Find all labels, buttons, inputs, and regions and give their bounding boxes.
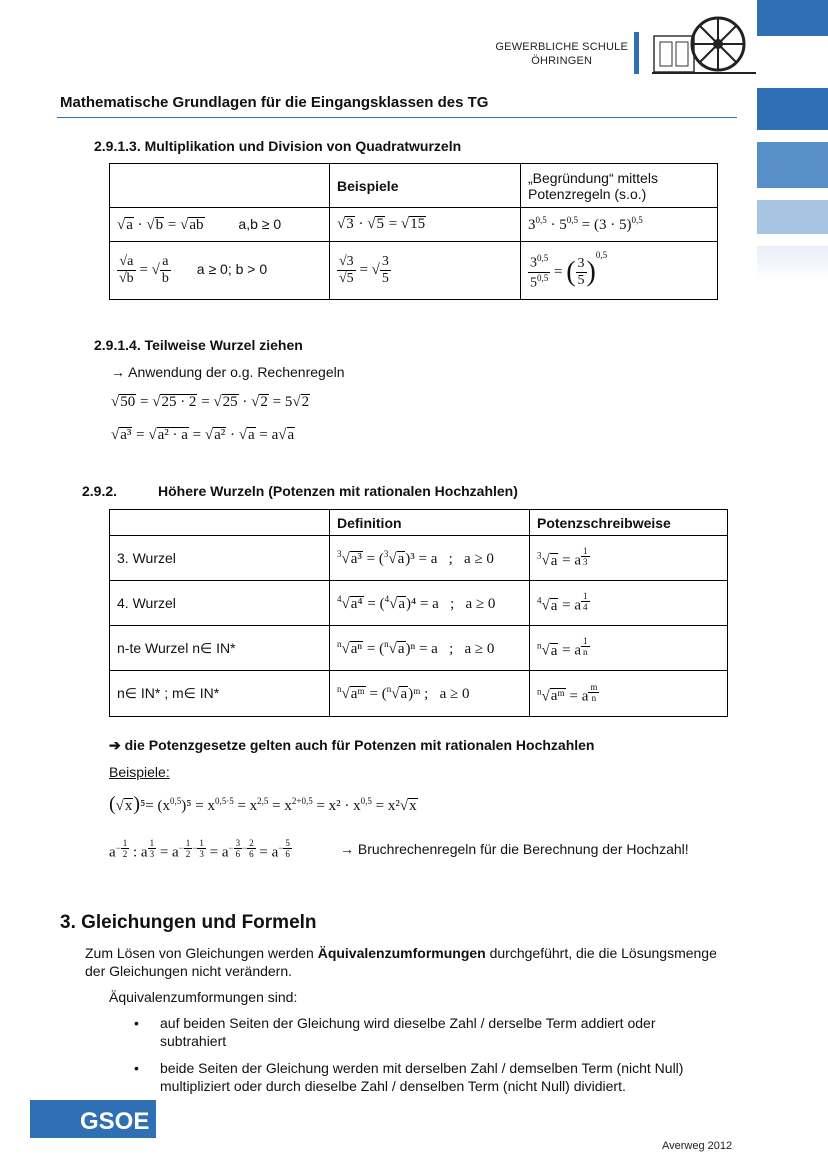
table2-header-empty: [110, 510, 330, 536]
conclusion-text: ➔ die Potenzgesetze gelten auch für Potenzen mit rationalen Hochzahlen: [109, 737, 595, 753]
table-sqrt-rules: [109, 163, 718, 300]
decor-band-1: [757, 0, 828, 36]
rule-multiplication: √a · √b = √ab a,b ≥ 0: [110, 208, 330, 242]
table-header-begruendung: „Begründung“ mittels Potenzregeln (s.o.): [521, 164, 718, 208]
beispiele-label: Beispiele:: [109, 764, 170, 780]
school-logo-icon: [652, 14, 756, 76]
decor-band-4: [757, 200, 828, 234]
def-fourth-root: $^4$√a⁴ = ($^4$√a)⁴ = a ; a ≥ 0: [330, 581, 530, 626]
row-third-root: 3. Wurzel: [110, 536, 330, 581]
row-mn-root: n∈ IN* ; m∈ IN*: [110, 671, 330, 717]
note-bruchrechen: → Bruchrechenregeln für die Berechnung der Hochzahl!: [340, 841, 689, 857]
table2-header-definition: Definition: [330, 510, 530, 536]
pot-mn-root: $^n$√aᵐ = a $^{\frac{m}{n}}$: [530, 671, 728, 717]
table2-header-potenz: Potenzschreibweise: [530, 510, 728, 536]
formula-sqrt50: √50 = √25 · 2 = √25 · √2 = 5√2: [111, 394, 310, 410]
bullet-dot: •: [134, 1015, 139, 1031]
heading-2913: 2.9.1.3. Multiplikation und Division von Quadratwurzeln: [94, 138, 462, 154]
section3-subtitle: Äquivalenzumformungen sind:: [109, 989, 298, 1005]
bullet-item-2: beide Seiten der Gleichung werden mit derselben Zahl / demselben Term (nicht Null) multipliziert oder durch dieselbe Zahl / denselben Term (nicht Null) dividiert.: [160, 1060, 684, 1094]
gsoe-logo: [30, 1100, 156, 1138]
intro-text: → Anwendung der o.g. Rechenregeln: [111, 364, 345, 380]
row-nth-root: n-te Wurzel n∈ IN*: [110, 626, 330, 671]
table-higher-roots: [109, 509, 728, 717]
decor-band-2: [757, 88, 828, 130]
heading-292: Höhere Wurzeln (Potenzen mit rationalen Hochzahlen): [158, 483, 518, 499]
title-underline: [57, 117, 737, 118]
pot-fourth-root: $^4$√a = a $^{\frac{1}{4}}$: [530, 581, 728, 626]
bullet-dot: •: [134, 1060, 139, 1076]
heading-section-3: 3. Gleichungen und Formeln: [60, 912, 317, 933]
reason-multiplication: $3^{0,5} \cdot 5^{0,5} = (3 \cdot 5)^{0,5}$: [521, 208, 718, 242]
formula-sqrt-a3: √a³ = √a² · a = √a² · √a = a√a: [111, 427, 295, 443]
row-fourth-root: 4. Wurzel: [110, 581, 330, 626]
def-nth-root: $^n$√aⁿ = ($^n$√a)ⁿ = a ; a ≥ 0: [330, 626, 530, 671]
heading-292-number: 2.9.2.: [82, 483, 118, 499]
rule-division: $\frac{√a}{√b}$ = √ $\frac{a}{b}$ a ≥ 0; b > 0: [110, 242, 330, 300]
section3-paragraph: Zum Lösen von Gleichungen werden Äquivalenzumformungen durchgeführt, die die Lösungsmenge der Gleichungen nicht verändern.: [85, 945, 717, 979]
example-multiplication: √3 · √5 = √15: [330, 208, 521, 242]
def-third-root: $^3$√a³ = ($^3$√a)³ = a ; a ≥ 0: [330, 536, 530, 581]
footer-author: Averweg 2012: [662, 1140, 733, 1152]
table-header-beispiele: Beispiele: [330, 164, 521, 208]
school-name: GEWERBLICHE SCHULE ÖHRINGEN: [495, 41, 628, 67]
formula-fraction-exponents: $a^{- \frac{1}{2}}$ : a $^{\frac{1}{3}}$ = $a^{- \frac{1}{2} - \frac{1}{3}}$ = $a^{- \frac{3}{6} - \frac{2}{6}}$ = $a^{- \frac{5}{6}}$: [109, 838, 290, 861]
example-division: $\frac{√3}{√5}$ = √ $\frac{3}{5}$: [330, 242, 521, 300]
def-mn-root: $^n$√aᵐ = ($^n$√a)ᵐ ; a ≥ 0: [330, 671, 530, 717]
bullet-item-1: auf beiden Seiten der Gleichung wird dieselbe Zahl / derselbe Term addiert oder subtrahiert: [160, 1015, 656, 1049]
pot-third-root: $^3$√a = a $^{\frac{1}{3}}$: [530, 536, 728, 581]
header-divider: [634, 32, 639, 74]
document-title: Mathematische Grundlagen für die Eingangsklassen des TG: [60, 94, 489, 111]
gsoe-logo-text: GSOE: [80, 1108, 150, 1135]
heading-2914: 2.9.1.4. Teilweise Wurzel ziehen: [94, 337, 303, 353]
decor-band-5: [757, 246, 828, 282]
decor-band-3: [757, 142, 828, 188]
reason-division: $\frac{3^{0,5}}{5^{0,5}}$ = ( $\frac{3}{5}$ )$^{0,5}$: [521, 242, 718, 300]
table-header-empty: [110, 164, 330, 208]
formula-sqrtx-5: $(√x)^5= (x^{0,5})^5 = x^{0,5\cdot 5} = x^{2,5} = x^{2+0,5} = x^2 \cdot x^{0,5} = x^2√x$: [109, 793, 417, 815]
pot-nth-root: $^n$√a = a $^{\frac{1}{n}}$: [530, 626, 728, 671]
